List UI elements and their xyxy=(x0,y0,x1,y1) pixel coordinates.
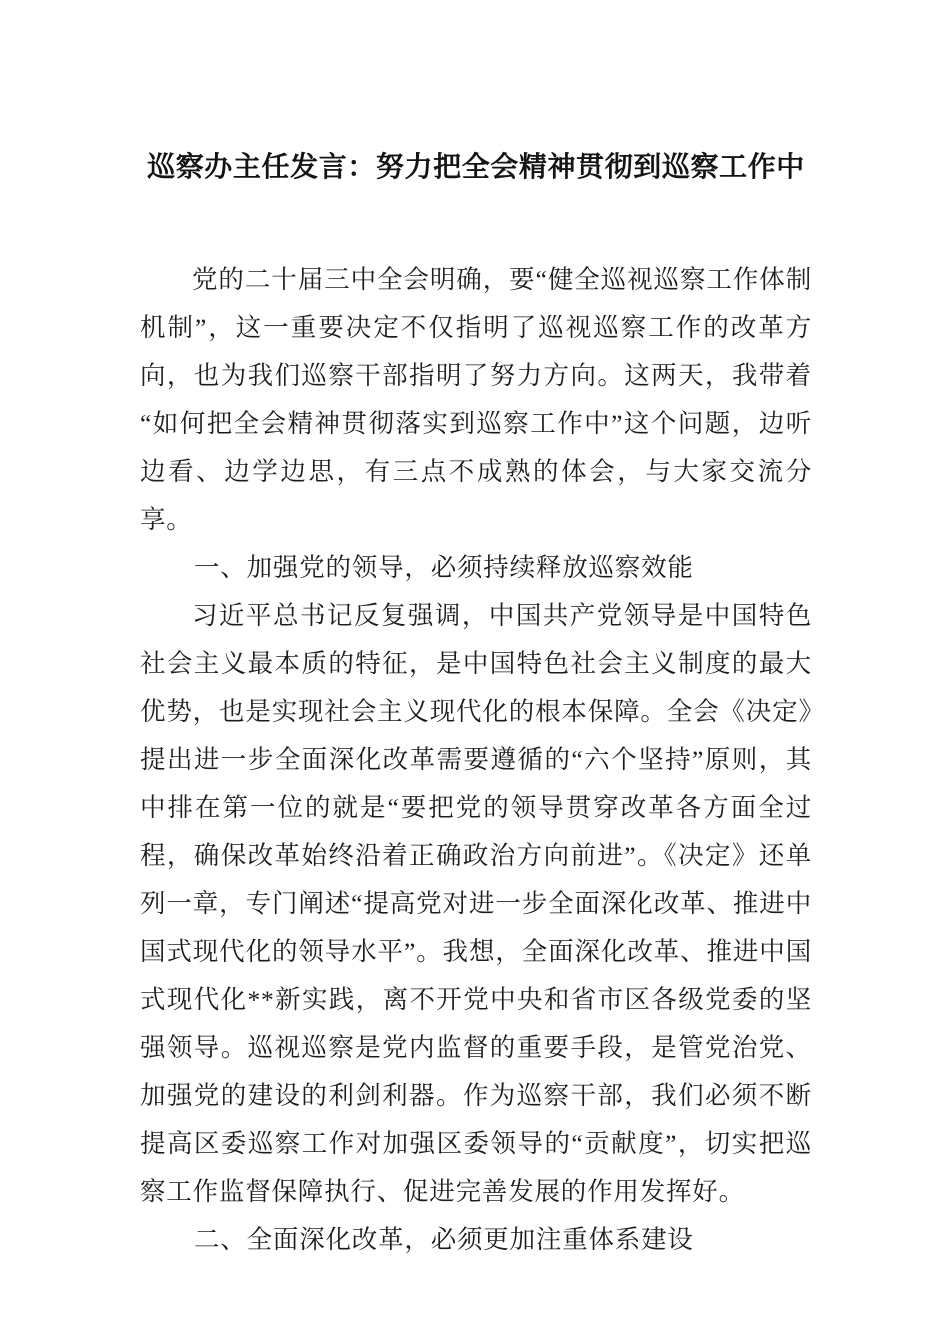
section-heading-one: 一、加强党的领导，必须持续释放巡察效能 xyxy=(194,553,694,582)
document-body xyxy=(140,0,812,1264)
paragraph-intro: 党的二十届三中全会明确，要“健全巡视巡察工作体制机制”，这一重要决定不仅指明了巡视巡察工作的改革方向，也为我们巡察干部指明了努力方向。这两天，我带着“如何把全会精神贯彻落实到巡察工作中”这个问题，边听边看、边学边思，有三点不成熟的体会，与大家交流分享。 xyxy=(140,265,812,534)
paragraph-section-one-body: 习近平总书记反复强调，中国共产党领导是中国特色社会主义最本质的特征，是中国特色社会主义制度的最大优势，也是实现社会主义现代化的根本保障。全会《决定》提出进一步全面深化改革需要遵循的“六个坚持”原则，其中排在第一位的就是“要把党的领导贯穿改革各方面全过程，确保改革始终沿着正确政治方向前进”。《决定》还单列一章，专门阐述“提高党对进一步全面深化改革、推进中国式现代化的领导水平”。我想，全面深化改革、推进中国式现代化**新实践，离不开党中央和省市区各级党委的坚强领导。巡视巡察是党内监督的重要手段，是管党治党、加强党的建设的利剑利器。作为巡察干部，我们必须不断提高区委巡察工作对加强区委领导的“贡献度”，切实把巡察工作监督保障执行、促进完善发展的作用发挥好。 xyxy=(140,601,812,1206)
title-spacer xyxy=(140,188,812,256)
section-heading-two: 二、全面深化改革，必须更加注重体系建设 xyxy=(194,1225,694,1254)
page-title: 巡察办主任发言：努力把全会精神贯彻到巡察工作中 xyxy=(147,152,805,183)
